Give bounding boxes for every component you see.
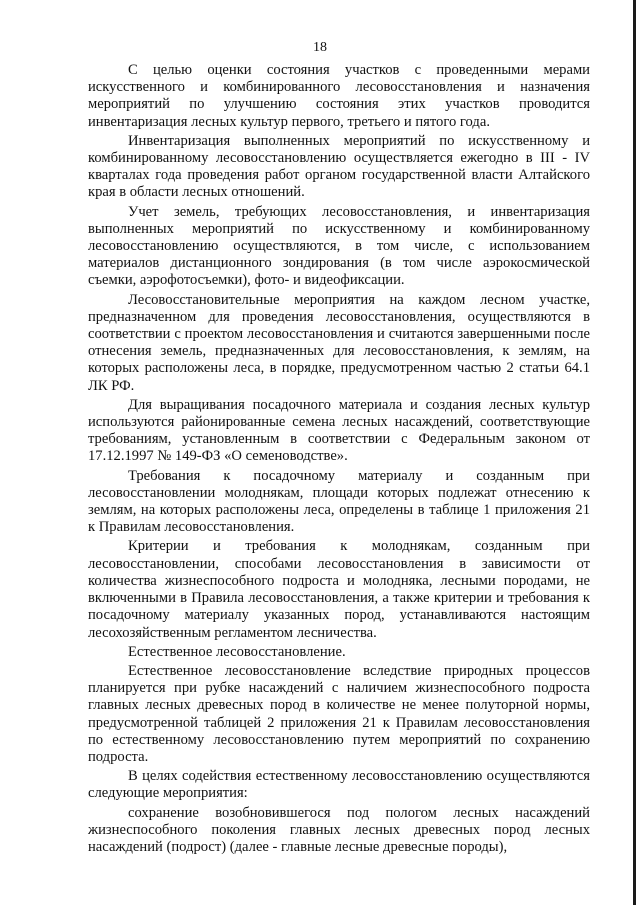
paragraph-remote-sensing: Учет земель, требующих лесовосстановления, и инвентаризация выполненных мероприятий по искусственному и комбинированному лесовосстановлению осуществляются, в том числе, с использованием материалов дистанционного зондирования (в том числе аэрокосмической съемки, аэрофотосъемки), фото- и видеофиксации. xyxy=(88,203,590,289)
paragraph-undergrowth-preservation: сохранение возобновившегося под пологом лесных насаждений жизнеспособного поколения главных лесных древесных пород лесных насаждений (подрост) (далее - главные лесные древесные породы), xyxy=(88,804,590,855)
paragraph-assistance-measures: В целях содействия естественному лесовосстановлению осуществляются следующие мероприятия: xyxy=(88,768,590,802)
paragraph-inventory-schedule: Инвентаризация выполненных мероприятий по искусственному и комбинированному лесовосстановлению осуществляется ежегодно в III - IV кварталах года проведения работ органом государственной власти Алтайского края в области лесных отношений. xyxy=(88,132,590,201)
paragraph-seed-requirements: Для выращивания посадочного материала и создания лесных культур используются районированные семена лесных насаждений, соответствующие требованиям, установленным в соответствии с Федеральным законом от 17.12.1997 № 149-ФЗ «О семеноводстве». xyxy=(88,396,590,465)
document-body xyxy=(88,62,590,858)
paragraph-inventory-purpose: С целью оценки состояния участков с проведенными мерами искусственного и комбинированного лесовосстановления и назначения мероприятий по улучшению состояния этих участков проводится инвентаризация лесных культур первого, третьего и пятого года. xyxy=(88,62,590,130)
section-heading-natural-reforestation: Естественное лесовосстановление. xyxy=(128,643,346,660)
paragraph-criteria: Критерии и требования к молоднякам, созданным при лесовосстановлении, способами лесовосстановления в зависимости от количества жизнеспособного подроста и молодняка, лесными породами, не включенными в Правила лесовосстановления, а также критерии и требования к посадочному материалу указанных пород, устанавливаются настоящим лесохозяйственным регламентом лесничества. xyxy=(88,538,590,641)
paragraph-planting-material-requirements: Требования к посадочному материалу и созданным при лесовосстановлении молоднякам, площади которых подлежат отнесению к землям, на которых расположены леса, определены в таблице 1 приложения 21 к Правилам лесовосстановления. xyxy=(88,467,590,536)
paragraph-reforestation-measures: Лесовосстановительные мероприятия на каждом лесном участке, предназначенном для проведения лесовосстановления, осуществляются в соответствии с проектом лесовосстановления и считаются завершенными после отнесения земель, предназначенных для лесовосстановления, к землям, на которых расположены леса, в порядке, предусмотренном частью 2 статьи 64.1 ЛК РФ. xyxy=(88,291,590,394)
page-number: 18 xyxy=(313,40,327,55)
scan-edge-line xyxy=(633,0,636,905)
paragraph-natural-reforestation: Естественное лесовосстановление вследствие природных процессов планируется при рубке насаждений с наличием жизнеспособного подроста главных лесных древесных пород в количестве не менее полуторной нормы, предусмотренной таблицей 2 приложения 21 к Правилам лесовосстановления по естественному лесовосстановлению путем мероприятий по сохранению подроста. xyxy=(88,662,590,765)
